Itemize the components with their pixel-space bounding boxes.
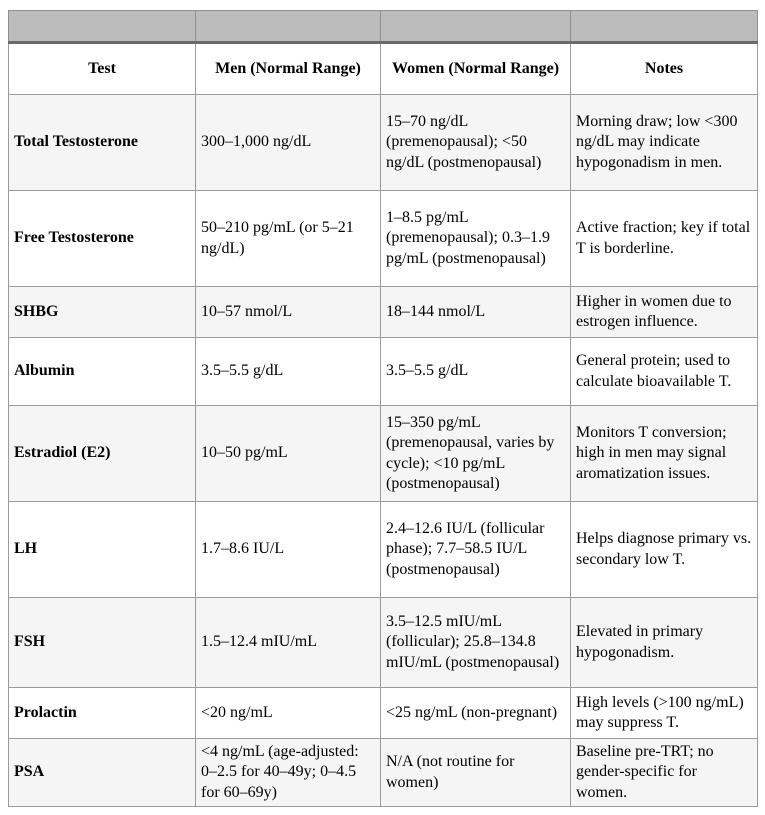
cell-test: Free Testosterone [9, 191, 196, 287]
cell-women: 2.4–12.6 IU/L (follicular phase); 7.7–58.5 IU/L (postmenopausal) [381, 502, 571, 598]
table-body [9, 95, 758, 807]
cell-men: 10–50 pg/mL [196, 406, 381, 502]
cell-test: Total Testosterone [9, 95, 196, 191]
cell-notes: Higher in women due to estrogen influence. [571, 287, 758, 338]
cell-men: 10–57 nmol/L [196, 287, 381, 338]
top-band-cell [381, 11, 571, 43]
cell-notes: High levels (>100 ng/mL) may suppress T. [571, 688, 758, 739]
cell-test: Prolactin [9, 688, 196, 739]
cell-test: FSH [9, 598, 196, 688]
cell-men: <20 ng/mL [196, 688, 381, 739]
table-row [9, 688, 758, 739]
table-header-row [9, 43, 758, 95]
table-row [9, 739, 758, 807]
top-band-cell [9, 11, 196, 43]
table-row [9, 338, 758, 406]
top-band-cell [571, 11, 758, 43]
cell-test: LH [9, 502, 196, 598]
column-header-test: Test [9, 43, 196, 95]
column-header-notes: Notes [571, 43, 758, 95]
cell-men: 1.7–8.6 IU/L [196, 502, 381, 598]
cell-notes: Baseline pre-TRT; no gender-specific for women. [571, 739, 758, 807]
table-row [9, 191, 758, 287]
cell-notes: Monitors T conversion; high in men may signal aromatization issues. [571, 406, 758, 502]
table-row [9, 95, 758, 191]
cell-notes: Morning draw; low <300 ng/dL may indicate hypogonadism in men. [571, 95, 758, 191]
table-head [9, 11, 758, 95]
cell-test: Estradiol (E2) [9, 406, 196, 502]
cell-men: 300–1,000 ng/dL [196, 95, 381, 191]
cell-women: 3.5–5.5 g/dL [381, 338, 571, 406]
column-header-men: Men (Normal Range) [196, 43, 381, 95]
cell-notes: Elevated in primary hypogonadism. [571, 598, 758, 688]
cell-women: <25 ng/mL (non-pregnant) [381, 688, 571, 739]
cell-test: Albumin [9, 338, 196, 406]
cell-women: 18–144 nmol/L [381, 287, 571, 338]
cell-test: SHBG [9, 287, 196, 338]
table-row [9, 598, 758, 688]
cell-women: 15–70 ng/dL (premenopausal); <50 ng/dL (postmenopausal) [381, 95, 571, 191]
cell-women: N/A (not routine for women) [381, 739, 571, 807]
top-band-cell [196, 11, 381, 43]
cell-test: PSA [9, 739, 196, 807]
cell-men: 3.5–5.5 g/dL [196, 338, 381, 406]
cell-notes: General protein; used to calculate bioavailable T. [571, 338, 758, 406]
lab-ranges-table [8, 10, 758, 807]
cell-men: 1.5–12.4 mIU/mL [196, 598, 381, 688]
cell-notes: Helps diagnose primary vs. secondary low T. [571, 502, 758, 598]
table-row [9, 287, 758, 338]
cell-men: <4 ng/mL (age-adjusted: 0–2.5 for 40–49y; 0–4.5 for 60–69y) [196, 739, 381, 807]
cell-men: 50–210 pg/mL (or 5–21 ng/dL) [196, 191, 381, 287]
table-top-band [9, 11, 758, 43]
cell-notes: Active fraction; key if total T is borderline. [571, 191, 758, 287]
cell-women: 3.5–12.5 mIU/mL (follicular); 25.8–134.8 mIU/mL (postmenopausal) [381, 598, 571, 688]
column-header-women: Women (Normal Range) [381, 43, 571, 95]
cell-women: 1–8.5 pg/mL (premenopausal); 0.3–1.9 pg/mL (postmenopausal) [381, 191, 571, 287]
cell-women: 15–350 pg/mL (premenopausal, varies by cycle); <10 pg/mL (postmenopausal) [381, 406, 571, 502]
table-row [9, 502, 758, 598]
table-row [9, 406, 758, 502]
